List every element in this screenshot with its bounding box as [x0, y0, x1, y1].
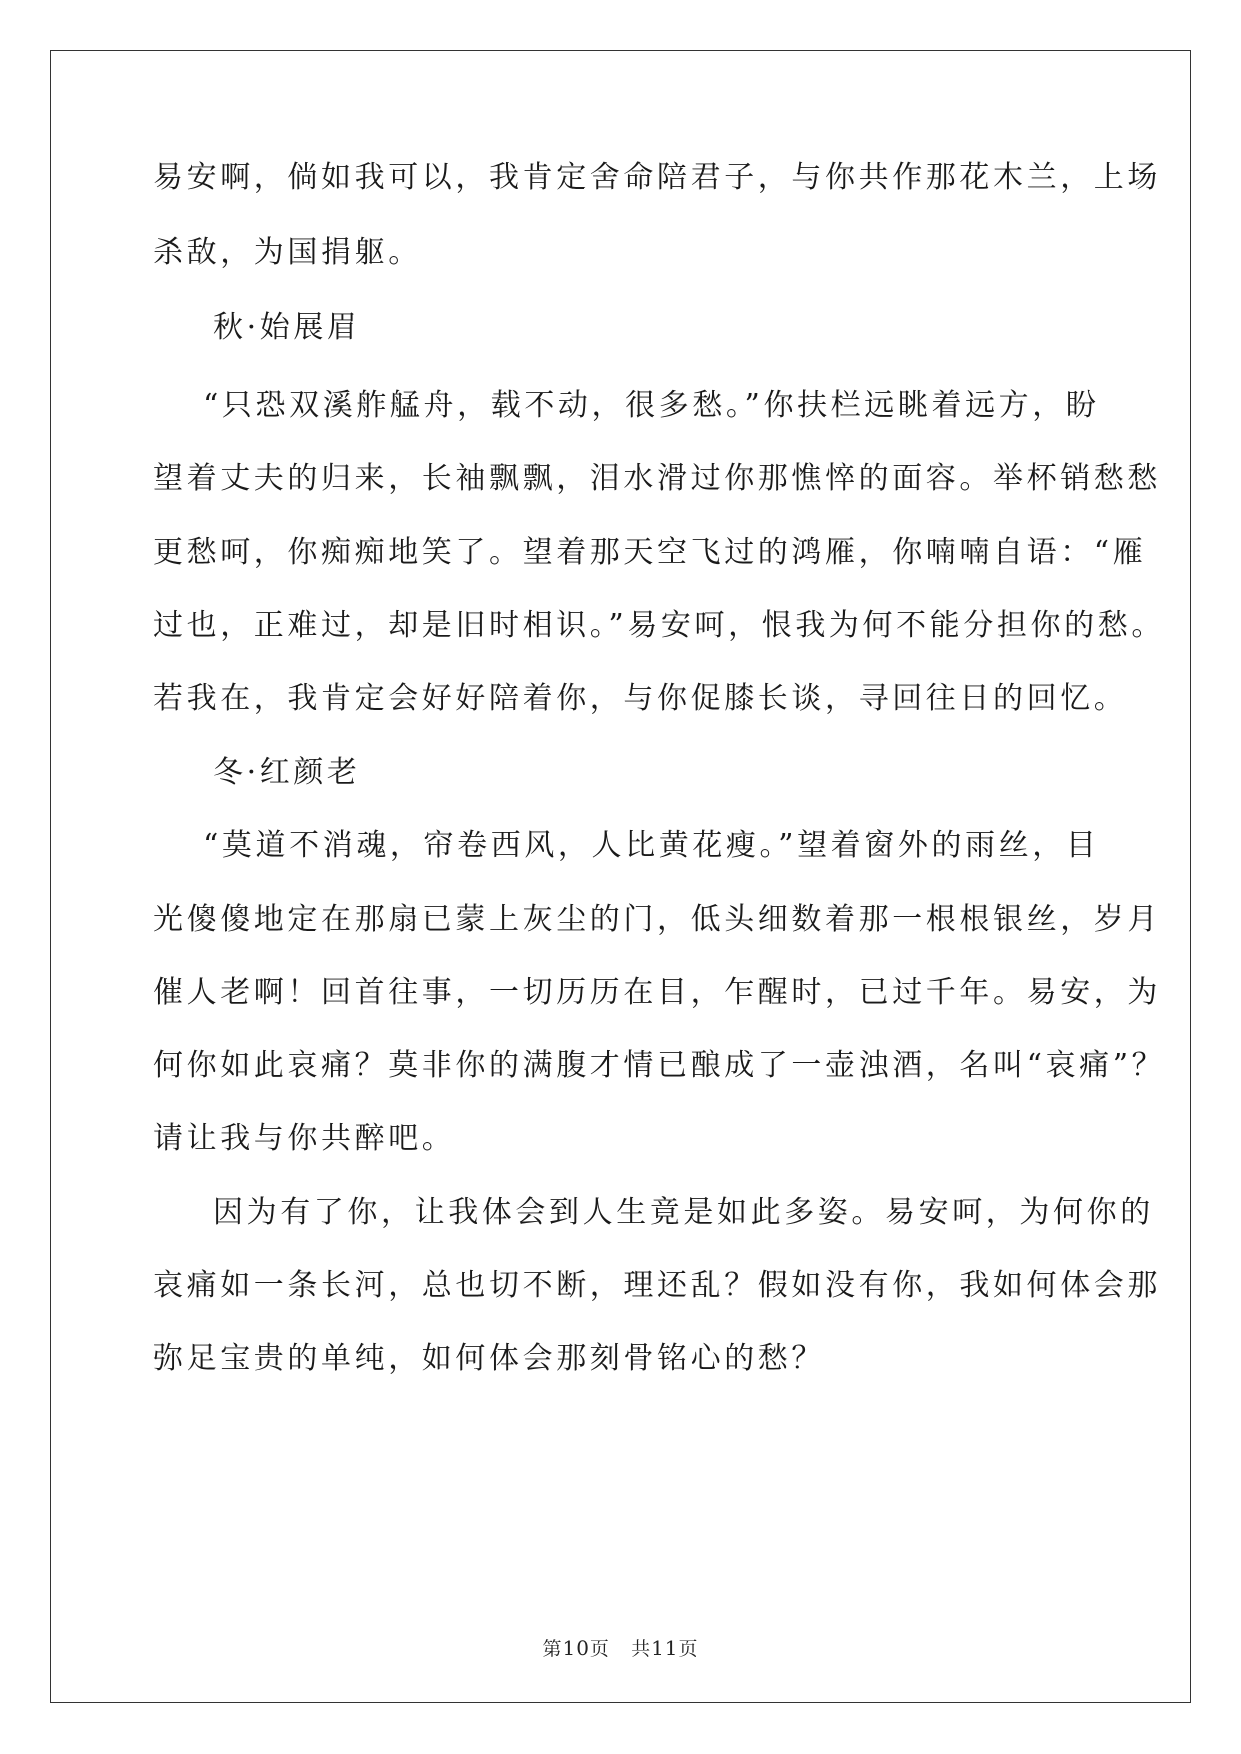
page-border — [50, 50, 1191, 1703]
text-line: 望着丈夫的归来，长袖飘飘，泪水滑过你那憔悴的面容。举杯销愁愁 — [153, 461, 1161, 496]
text-line: 杀敌，为国捐躯。 — [153, 235, 422, 270]
text-line: 过也，正难过，却是旧时相识。”易安呵，恨我为何不能分担你的愁。 — [153, 608, 1165, 643]
text-line: 弥足宝贵的单纯，如何体会那刻骨铭心的愁？ — [153, 1341, 825, 1376]
text-line: 若我在，我肯定会好好陪着你，与你促膝长谈，寻回往日的回忆。 — [153, 681, 1128, 716]
footer-page-number: 10 — [562, 1636, 590, 1660]
text-line: 何你如此哀痛？莫非你的满腹才情已酿成了一壶浊酒，名叫“哀痛”？ — [153, 1048, 1166, 1083]
footer-page-suffix: 页 — [589, 1638, 610, 1660]
text-line: 请让我与你共醉吧。 — [153, 1121, 456, 1156]
section-heading-autumn: 秋·始展眉 — [213, 310, 361, 345]
text-line: 哀痛如一条长河，总也切不断，理还乱？假如没有你，我如何体会那 — [153, 1268, 1161, 1303]
text-line: “莫道不消魂，帘卷西风，人比黄花瘦。”望着窗外的雨丝，目 — [203, 828, 1100, 863]
footer-total-pages: 11 — [651, 1636, 679, 1660]
text-line: 更愁呵，你痴痴地笑了。望着那天空飞过的鸿雁，你喃喃自语：“雁 — [153, 535, 1147, 570]
text-line: 易安啊，倘如我可以，我肯定舍命陪君子，与你共作那花木兰，上场 — [153, 160, 1161, 195]
section-heading-winter: 冬·红颜老 — [213, 755, 361, 790]
page-footer — [0, 1634, 1241, 1661]
text-line: 催人老啊！回首往事，一切历历在目，乍醒时，已过千年。易安，为 — [153, 975, 1161, 1010]
text-line: 光傻傻地定在那扇已蒙上灰尘的门，低头细数着那一根根银丝，岁月 — [153, 902, 1161, 937]
text-line: 因为有了你，让我体会到人生竟是如此多姿。易安呵，为何你的 — [213, 1195, 1154, 1230]
footer-total-suffix: 页 — [678, 1638, 699, 1660]
text-line: “只恐双溪舴艋舟，载不动，很多愁。”你扶栏远眺着远方，盼 — [203, 388, 1100, 423]
footer-prefix: 第 — [542, 1638, 563, 1660]
footer-total-prefix: 共 — [631, 1638, 652, 1660]
